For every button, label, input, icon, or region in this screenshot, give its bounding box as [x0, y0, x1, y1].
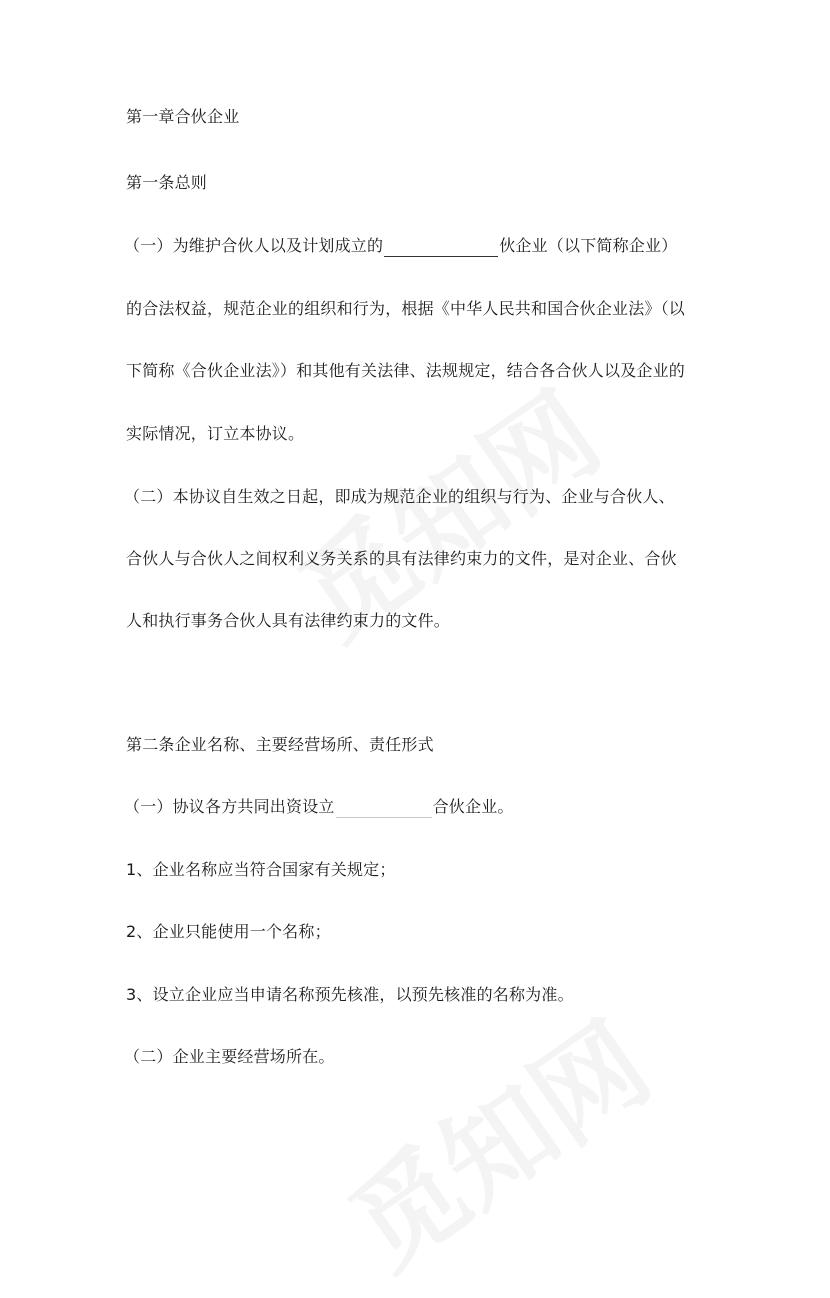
fill-in-blank[interactable]	[336, 799, 432, 818]
article-1-paragraph-2-line-2: 合伙人与合伙人之间权利义务关系的具有法律约束力的文件，是对企业、合伙	[126, 549, 677, 568]
article-2-title: 第二条企业名称、主要经营场所、责任形式	[126, 735, 434, 754]
article-1-paragraph-2-line-1: （二）本协议自生效之日起，即成为规范企业的组织与行为、企业与合伙人、	[124, 487, 675, 506]
text-segment: （一）为维护合伙人以及计划成立的	[124, 236, 384, 255]
article-1-paragraph-1-line-4: 实际情况，订立本协议。	[126, 424, 305, 443]
article-1-paragraph-1-line-2: 的合法权益，规范企业的组织和行为，根据《中华人民共和国合伙企业法》（以	[126, 299, 686, 318]
fill-in-blank[interactable]	[384, 238, 498, 257]
watermark-bottom	[315, 980, 676, 1298]
article-1-paragraph-1-line-1	[124, 235, 677, 257]
article-2-item-3: 3、设立企业应当申请名称预先核准，以预先核准的名称为准。	[126, 985, 574, 1004]
text-segment: （一）协议各方共同出资设立	[124, 797, 335, 816]
text-segment: 伙企业（以下简称企业）	[499, 236, 678, 255]
chapter-title: 第一章合伙企业	[126, 107, 240, 126]
article-2-paragraph-2: （二）企业主要经营场所在。	[124, 1047, 335, 1066]
text-segment: 合伙企业。	[432, 797, 514, 816]
article-1-title: 第一条总则	[126, 173, 208, 192]
article-1-paragraph-2-line-3: 人和执行事务合伙人具有法律约束力的文件。	[126, 611, 451, 630]
article-2-paragraph-1	[124, 796, 514, 818]
article-2-item-1: 1、企业名称应当符合国家有关规定；	[126, 860, 396, 879]
article-1-paragraph-1-line-3: 下简称《合伙企业法》）和其他有关法律、法规规定，结合各合伙人以及企业的	[126, 361, 686, 380]
article-2-item-2: 2、企业只能使用一个名称；	[126, 922, 331, 941]
